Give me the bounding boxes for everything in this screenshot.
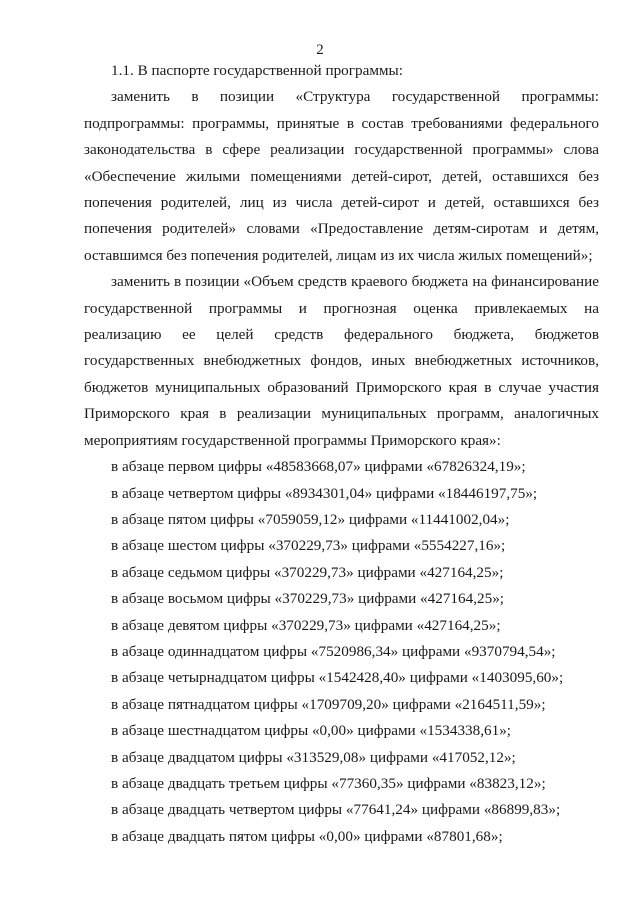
list-item: в абзаце первом цифры «48583668,07» цифрами «67826324,19»; [111,458,526,476]
list-item: в абзаце шестом цифры «370229,73» цифрами «5554227,16»; [111,537,506,555]
list-item: в абзаце восьмом цифры «370229,73» цифрами «427164,25»; [111,590,505,608]
list-item: в абзаце пятом цифры «7059059,12» цифрами «11441002,04»; [111,510,510,528]
list-item: в абзаце шестнадцатом цифры «0,00» цифрами «1534338,61»; [111,722,512,740]
list-item: в абзаце двадцатом цифры «313529,08» цифрами «417052,12»; [111,748,516,766]
list-item: в абзаце одиннадцатом цифры «7520986,34» цифрами «9370794,54»; [111,642,556,660]
paragraph-structure-replacement: заменить в позиции «Структура государственной программы: подпрограммы: программы, принятые в состав требованиями федерального законодательства в сфере реализации государственной программы» слова «Обеспечение жилыми помещениями детей-сирот, детей, оставшихся без попечения родителей, лиц из числа детей-сирот и детей, оставшихся без попечения родителей» словами «Предоставление детям-сиротам и детям, оставшимся без попечения родителей, лицам из их числа жилых помещений»; [84,88,599,264]
page-number: 2 [316,42,324,58]
replacement-list [84,454,599,850]
intro-line: 1.1. В паспорте государственной программы: [111,62,403,79]
list-item: в абзаце четырнадцатом цифры «1542428,40» цифрами «1403095,60»; [111,669,564,687]
list-item: в абзаце двадцать третьем цифры «77360,35» цифрами «83823,12»; [111,774,546,792]
list-item: в абзаце девятом цифры «370229,73» цифрами «427164,25»; [111,616,501,634]
list-item: в абзаце двадцать четвертом цифры «77641,24» цифрами «86899,83»; [111,801,561,819]
list-item: в абзаце двадцать пятом цифры «0,00» цифрами «87801,68»; [111,827,503,845]
list-item: в абзаце четвертом цифры «8934301,04» цифрами «18446197,75»; [111,484,538,502]
list-item: в абзаце седьмом цифры «370229,73» цифрами «427164,25»; [111,563,504,581]
list-item: в абзаце пятнадцатом цифры «1709709,20» цифрами «2164511,59»; [111,695,546,713]
document-body [84,58,599,850]
paragraph-budget-replacement: заменить в позиции «Объем средств краевого бюджета на финансирование государственной программы и прогнозная оценка привлекаемых на реализацию ее целей средств федерального бюджета, бюджетов государственных внебюджетных фондов, иных внебюджетных источников, бюджетов муниципальных образований Приморского края в случае участия Приморского края в реализации муниципальных программ, аналогичных мероприятиям государственной программы Приморского края»: [84,273,599,449]
